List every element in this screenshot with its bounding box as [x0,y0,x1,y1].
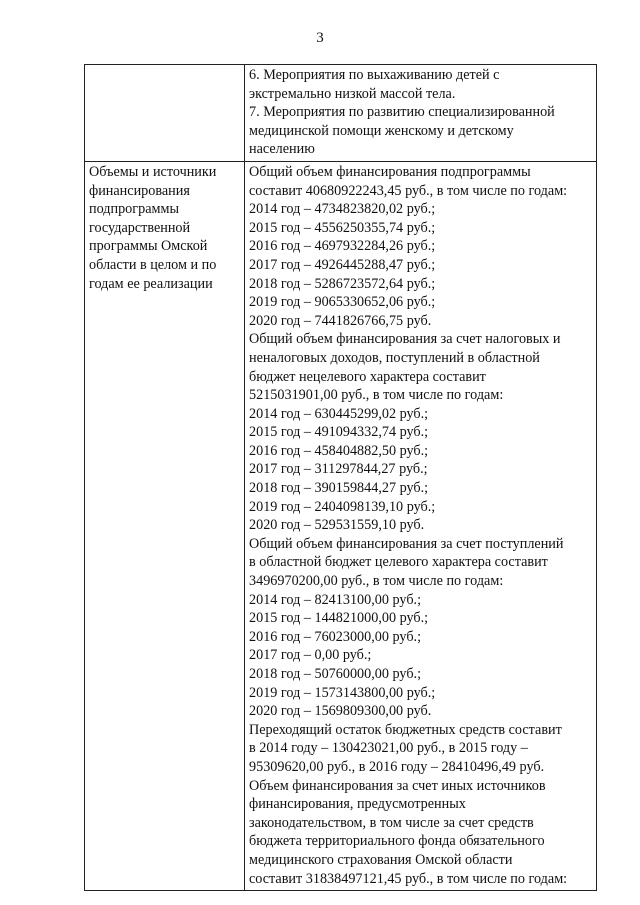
text-line: 2018 год – 5286723572,64 руб.; [249,275,436,292]
label-line: области в целом и по [89,256,217,273]
text-line: 2017 год – 4926445288,47 руб.; [249,256,436,273]
text-line: в 2014 году – 130423021,00 руб., в 2015 году – [249,740,528,757]
text-line: 2019 год – 1573143800,00 руб.; [249,684,436,701]
text-line: 2015 год – 144821000,00 руб.; [249,610,429,627]
table-row [85,161,597,890]
text-line: 2014 год – 4734823820,02 руб.; [249,201,436,218]
text-line: 2020 год – 1569809300,00 руб. [249,703,432,720]
text-line: составит 40680922243,45 руб., в том числе по годам: [249,182,568,199]
row-content-cell [245,65,597,162]
text-line: 2015 год – 4556250355,74 руб.; [249,219,436,236]
text-line: 2018 год – 50760000,00 руб.; [249,666,422,682]
text-line: бюджета территориального фонда обязательного [249,833,545,850]
text-line: медицинской помощи женскому и детскому [249,122,514,139]
text-line: 2018 год – 390159844,27 руб.; [249,480,429,497]
label-line: финансирования [89,182,190,199]
text-line: законодательством, в том числе за счет средств [249,814,534,831]
page-number: 3 [316,30,324,46]
text-line: 2020 год – 7441826766,75 руб. [249,312,432,329]
text-line: Общий объем финансирования за счет налоговых и [249,331,561,348]
label-line: Объемы и источники [89,163,217,180]
text-line: финансирования, предусмотренных [249,796,466,813]
text-line: 2015 год – 491094332,74 руб.; [249,424,429,441]
text-line: 2016 год – 458404882,50 руб.; [249,442,429,459]
text-line: экстремально низкой массой тела. [249,85,456,102]
text-line: 95309620,00 руб., в 2016 году – 28410496,49 руб. [249,758,545,775]
label-line: годам ее реализации [89,275,213,292]
text-line: 2016 год – 76023000,00 руб.; [249,628,422,645]
text-line: медицинского страхования Омской области [249,851,513,868]
row-content-cell [245,161,597,890]
text-line: бюджет нецелевого характера составит [249,368,486,385]
text-line: 2017 год – 0,00 руб.; [249,647,372,664]
program-passport-table [84,64,597,891]
text-line: неналоговых доходов, поступлений в областной [249,349,540,366]
text-line: составит 31838497121,45 руб., в том числе по годам: [249,870,568,887]
text-line: 2019 год – 2404098139,10 руб.; [249,498,436,515]
text-line: 2019 год – 9065330652,06 руб.; [249,294,436,311]
text-line: 7. Мероприятия по развитию специализированной [249,104,555,121]
text-line: 2020 год – 529531559,10 руб. [249,517,425,534]
label-line: программы Омской [89,238,208,255]
label-line: подпрограммы [89,201,179,218]
row-label-cell [85,161,245,890]
row-label-cell [85,65,245,162]
table-row [85,65,597,162]
text-line: населению [249,141,315,158]
label-line: государственной [89,219,191,236]
text-line: Объем финансирования за счет иных источников [249,777,546,794]
text-line: Переходящий остаток бюджетных средств составит [249,721,562,738]
text-line: Общий объем финансирования подпрограммы [249,163,531,180]
text-line: 6. Мероприятия по выхаживанию детей с [249,67,500,83]
text-line: 2017 год – 311297844,27 руб.; [249,461,428,478]
text-line: Общий объем финансирования за счет поступлений [249,535,564,552]
text-line: 2014 год – 630445299,02 руб.; [249,405,429,422]
text-line: 5215031901,00 руб., в том числе по годам: [249,387,504,404]
text-line: 2014 год – 82413100,00 руб.; [249,591,422,608]
text-line: 3496970200,00 руб., в том числе по годам: [249,573,504,590]
text-line: 2016 год – 4697932284,26 руб.; [249,238,436,255]
text-line: в областной бюджет целевого характера составит [249,554,548,571]
